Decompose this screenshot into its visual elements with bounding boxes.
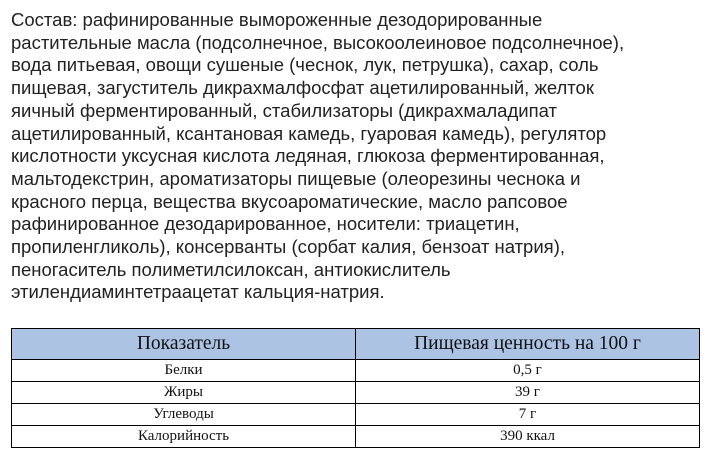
row-indicator: Калорийность bbox=[12, 426, 356, 448]
header-nutrition-value: Пищевая ценность на 100 г bbox=[356, 329, 700, 360]
table-row bbox=[12, 404, 700, 426]
table-row bbox=[12, 382, 700, 404]
row-indicator: Углеводы bbox=[12, 404, 356, 426]
composition-line: Состав: рафинированные вымороженные дезодорированные bbox=[11, 9, 543, 30]
composition-line: яичный ферментированный, стабилизаторы (дикрахмаладипат bbox=[11, 99, 557, 121]
row-value: 39 г bbox=[356, 382, 700, 404]
row-indicator: Жиры bbox=[12, 382, 356, 404]
table-row bbox=[12, 360, 700, 382]
row-value: 7 г bbox=[356, 404, 700, 426]
composition-line: вода питьевая, овощи сушеные (чеснок, лук, петрушка), сахар, соль bbox=[11, 54, 599, 76]
composition-line: пищевая, загуститель дикрахмалфосфат ацетилированный, желток bbox=[11, 77, 594, 99]
row-value: 390 ккал bbox=[356, 426, 700, 448]
composition-line: мальтодекстрин, ароматизаторы пищевые (олеорезины чеснока и bbox=[11, 167, 581, 189]
composition-line: кислотности уксусная кислота ледяная, глюкоза ферментированная, bbox=[11, 145, 605, 167]
composition-line: красного перца, вещества вкусоароматические, масло рапсовое bbox=[11, 190, 568, 212]
composition-line: этилендиаминтетраацетат кальция-натрия. bbox=[11, 281, 385, 303]
table-header-row bbox=[12, 329, 700, 360]
composition-line: растительные масла (подсолнечное, высокоолеиновое подсолнечное), bbox=[11, 31, 625, 53]
row-value: 0,5 г bbox=[356, 360, 700, 382]
header-indicator: Показатель bbox=[12, 329, 356, 360]
composition-line: пропиленгликоль), консерванты (сорбат калия, бензоат натрия), bbox=[11, 236, 565, 258]
composition-line: пеногаситель полиметилсилоксан, антиокислитель bbox=[11, 258, 451, 280]
composition-text bbox=[11, 9, 703, 304]
table-row bbox=[12, 426, 700, 448]
nutrition-table bbox=[11, 328, 700, 448]
composition-line: ацетилированный, ксантановая камедь, гуаровая камедь), регулятор bbox=[11, 122, 607, 144]
row-indicator: Белки bbox=[12, 360, 356, 382]
composition-line: рафинированное дезодарированное, носители: триацетин, bbox=[11, 213, 520, 235]
